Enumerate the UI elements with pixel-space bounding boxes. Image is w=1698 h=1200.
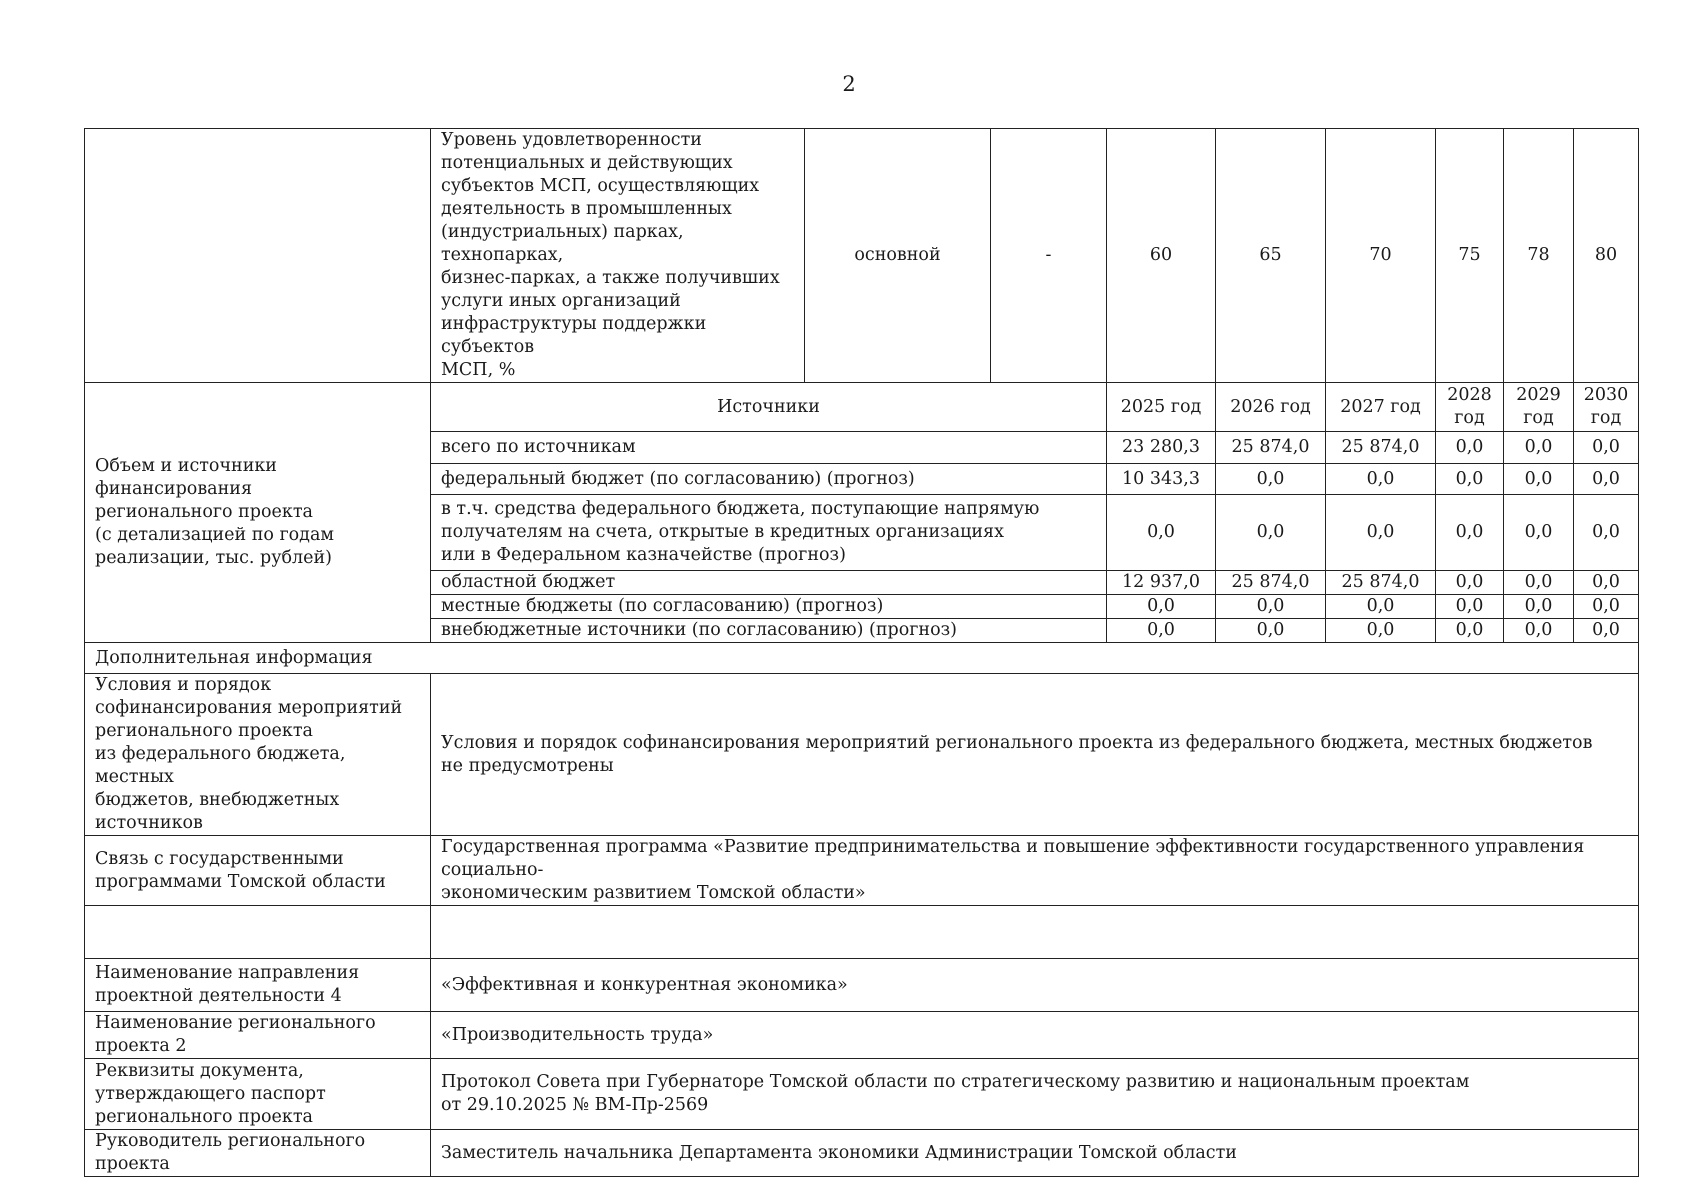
- financing-value: 0,0: [1436, 619, 1504, 643]
- conditions-value: Условия и порядок софинансирования мероприятий регионального проекта из федерального бюджета, местных бюджетов не предусмотрены: [431, 674, 1639, 836]
- financing-value: 0,0: [1504, 432, 1574, 464]
- financing-value: 0,0: [1436, 432, 1504, 464]
- document-details-label: Реквизиты документа, утверждающего паспорт регионального проекта: [85, 1059, 431, 1130]
- financing-source-name: всего по источникам: [431, 432, 1107, 464]
- financing-value: 0,0: [1574, 571, 1639, 595]
- programs-link-row: [85, 836, 1639, 906]
- project-name-label: Наименование регионального проекта 2: [85, 1012, 431, 1059]
- financing-value: 0,0: [1574, 495, 1639, 571]
- financing-source-name: внебюджетные источники (по согласованию) (прогноз): [431, 619, 1107, 643]
- additional-info-row: [85, 643, 1639, 674]
- financing-label: Объем и источники финансирования регионального проекта (с детализацией по годам реализации, тыс. рублей): [85, 383, 431, 643]
- financing-value: 25 874,0: [1216, 571, 1326, 595]
- financing-value: 0,0: [1326, 495, 1436, 571]
- financing-value: 0,0: [1504, 571, 1574, 595]
- indicator-value-2028: 75: [1436, 129, 1504, 383]
- page-number: 2: [842, 72, 856, 96]
- project-head-label: Руководитель регионального проекта: [85, 1130, 431, 1177]
- indicator-row: [85, 129, 1639, 383]
- financing-value: 25 874,0: [1216, 432, 1326, 464]
- financing-value: 0,0: [1436, 595, 1504, 619]
- programs-link-value: Государственная программа «Развитие предпринимательства и повышение эффективности государственного управления социально- экономическим развитием Томской области»: [431, 836, 1639, 906]
- indicator-value-2027: 70: [1326, 129, 1436, 383]
- financing-value: 0,0: [1216, 495, 1326, 571]
- indicator-value-2025: 60: [1107, 129, 1216, 383]
- financing-value: 0,0: [1107, 495, 1216, 571]
- financing-value: 0,0: [1574, 595, 1639, 619]
- sources-header: Источники: [431, 383, 1107, 432]
- financing-value: 23 280,3: [1107, 432, 1216, 464]
- project-name-row: [85, 1012, 1639, 1059]
- financing-value: 0,0: [1216, 464, 1326, 495]
- financing-value: 10 343,3: [1107, 464, 1216, 495]
- financing-value: 0,0: [1436, 571, 1504, 595]
- financing-value: 0,0: [1436, 495, 1504, 571]
- financing-value: 0,0: [1216, 619, 1326, 643]
- indicator-base: -: [991, 129, 1107, 383]
- document-details-value: Протокол Совета при Губернаторе Томской области по стратегическому развитию и национальным проектам от 29.10.2025 № ВМ-Пр-2569: [431, 1059, 1639, 1130]
- financing-value: 0,0: [1504, 464, 1574, 495]
- financing-header-row: [85, 383, 1639, 432]
- financing-value: 0,0: [1326, 595, 1436, 619]
- document-details-row: [85, 1059, 1639, 1130]
- financing-value: 0,0: [1216, 595, 1326, 619]
- direction-label: Наименование направления проектной деятельности 4: [85, 959, 431, 1012]
- financing-source-name: в т.ч. средства федерального бюджета, поступающие напрямую получателям на счета, открытые в кредитных организациях или в Федеральном казначействе (прогноз): [431, 495, 1107, 571]
- empty-cell: [431, 906, 1639, 959]
- project-passport-table: [84, 128, 1639, 1177]
- financing-value: 0,0: [1504, 595, 1574, 619]
- year-header-2030: 2030 год: [1574, 383, 1639, 432]
- year-header-2027: 2027 год: [1326, 383, 1436, 432]
- direction-row: [85, 959, 1639, 1012]
- project-head-value: Заместитель начальника Департамента экономики Администрации Томской области: [431, 1130, 1639, 1177]
- direction-value: «Эффективная и конкурентная экономика»: [431, 959, 1639, 1012]
- financing-value: 0,0: [1574, 464, 1639, 495]
- indicator-type: основной: [805, 129, 991, 383]
- financing-value: 12 937,0: [1107, 571, 1216, 595]
- financing-value: 0,0: [1504, 619, 1574, 643]
- indicator-value-2029: 78: [1504, 129, 1574, 383]
- project-head-row: [85, 1130, 1639, 1177]
- indicator-value-2026: 65: [1216, 129, 1326, 383]
- year-header-2029: 2029 год: [1504, 383, 1574, 432]
- programs-link-label: Связь с государственными программами Томской области: [85, 836, 431, 906]
- indicator-value-2030: 80: [1574, 129, 1639, 383]
- financing-value: 0,0: [1107, 619, 1216, 643]
- financing-value: 0,0: [1574, 619, 1639, 643]
- conditions-row: [85, 674, 1639, 836]
- financing-value: 25 874,0: [1326, 571, 1436, 595]
- financing-value: 0,0: [1326, 619, 1436, 643]
- indicator-empty-cell: [85, 129, 431, 383]
- empty-cell: [85, 906, 431, 959]
- financing-value: 0,0: [1504, 495, 1574, 571]
- financing-value: 25 874,0: [1326, 432, 1436, 464]
- financing-value: 0,0: [1574, 432, 1639, 464]
- empty-row: [85, 906, 1639, 959]
- year-header-2026: 2026 год: [1216, 383, 1326, 432]
- year-header-2028: 2028 год: [1436, 383, 1504, 432]
- project-name-value: «Производительность труда»: [431, 1012, 1639, 1059]
- financing-source-name: областной бюджет: [431, 571, 1107, 595]
- financing-source-name: федеральный бюджет (по согласованию) (прогноз): [431, 464, 1107, 495]
- conditions-label: Условия и порядок софинансирования мероприятий регионального проекта из федерального бюджета, местных бюджетов, внебюджетных источников: [85, 674, 431, 836]
- financing-value: 0,0: [1326, 464, 1436, 495]
- financing-source-name: местные бюджеты (по согласованию) (прогноз): [431, 595, 1107, 619]
- financing-value: 0,0: [1436, 464, 1504, 495]
- indicator-name: Уровень удовлетворенности потенциальных и действующих субъектов МСП, осуществляющих деятельность в промышленных (индустриальных) парках, технопарках, бизнес-парках, а также получивших услуги иных организаций инфраструктуры поддержки субъектов МСП, %: [431, 129, 805, 383]
- financing-value: 0,0: [1107, 595, 1216, 619]
- year-header-2025: 2025 год: [1107, 383, 1216, 432]
- additional-info-heading: Дополнительная информация: [85, 643, 1639, 674]
